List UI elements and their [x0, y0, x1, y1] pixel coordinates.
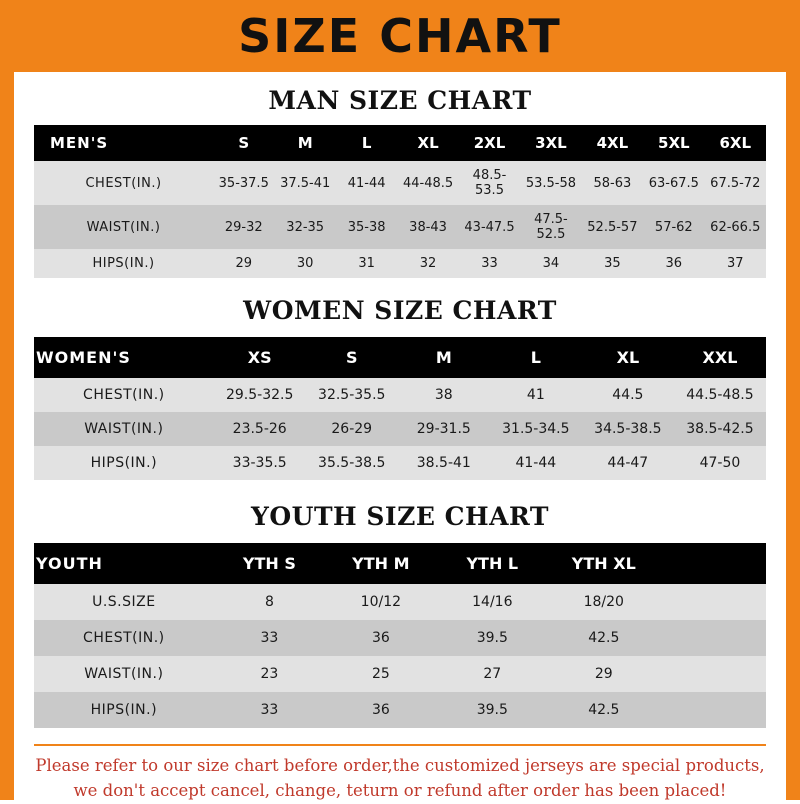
table-cell: 58-63 [593, 175, 632, 191]
table-cell: 34 [542, 256, 560, 271]
youth-header-spacer [660, 543, 766, 584]
women-table-head [34, 337, 766, 378]
man-header-cell: 3XL [535, 134, 567, 152]
table-row [34, 692, 766, 728]
women-header-cell: XL [616, 348, 640, 367]
table-cell: 33 [260, 702, 279, 718]
table-row [34, 249, 766, 278]
banner [0, 0, 800, 72]
youth-table-head [34, 543, 766, 584]
man-table-body [34, 161, 766, 278]
table-cell: 26-29 [331, 421, 373, 437]
row-label: WAIST(IN.) [84, 666, 164, 682]
table-header-row [34, 543, 766, 584]
table-cell: 29 [594, 666, 613, 682]
table-cell: 33 [481, 256, 498, 271]
man-header-cell: MEN'S [50, 134, 109, 152]
table-header-row [34, 125, 766, 161]
table-cell: 41 [526, 387, 545, 403]
youth-size-table [34, 543, 766, 728]
youth-header-cell: YTH XL [571, 554, 636, 573]
youth-header-cell: YTH L [466, 554, 519, 573]
table-cell: 36 [665, 256, 683, 271]
women-header-cell: M [435, 348, 452, 367]
table-cell: 30 [296, 256, 314, 271]
table-cell: 37 [726, 256, 744, 271]
table-row [34, 161, 766, 205]
row-label: HIPS(IN.) [92, 256, 155, 271]
women-size-table [34, 337, 766, 480]
table-cell: 37.5-41 [280, 175, 331, 191]
youth-header-cell: YOUTH [36, 554, 103, 573]
footer-line-1: Please refer to our size chart before order,the customized jerseys are special products, [35, 756, 765, 775]
table-cell: 32 [419, 256, 437, 271]
man-table-head [34, 125, 766, 161]
table-cell: 44.5-48.5 [686, 387, 754, 403]
women-section-title: WOMEN SIZE CHART [243, 296, 557, 325]
table-cell: 38-43 [409, 219, 447, 235]
table-cell: 48.5-53.5 [472, 168, 507, 198]
table-cell-spacer [660, 620, 766, 656]
table-cell: 39.5 [476, 702, 508, 718]
row-label: CHEST(IN.) [83, 630, 165, 646]
table-cell: 44.5 [612, 387, 644, 403]
table-cell: 32.5-35.5 [318, 387, 386, 403]
women-header-cell: XXL [702, 348, 738, 367]
women-header-cell: WOMEN'S [36, 348, 131, 367]
table-row [34, 446, 766, 480]
table-cell: 41-44 [347, 175, 386, 191]
table-cell: 38.5-41 [416, 455, 471, 471]
table-cell-spacer [660, 692, 766, 728]
table-cell: 27 [483, 666, 502, 682]
table-cell: 39.5 [476, 630, 508, 646]
table-cell: 33 [260, 630, 279, 646]
women-header-cell: L [530, 348, 541, 367]
footer-line-2: we don't accept cancel, change, teturn or refund after order has been placed! [73, 780, 727, 800]
table-cell: 29-31.5 [416, 421, 471, 437]
table-row [34, 656, 766, 692]
man-size-table [34, 125, 766, 278]
table-cell: 23 [260, 666, 279, 682]
table-cell: 47-50 [699, 455, 741, 471]
table-cell: 67.5-72 [710, 175, 761, 191]
table-cell: 62-66.5 [710, 219, 761, 235]
man-header-cell: 2XL [473, 134, 506, 152]
table-cell: 36 [371, 702, 390, 718]
table-row [34, 412, 766, 446]
table-cell: 42.5 [588, 630, 620, 646]
table-cell: 18/20 [583, 594, 624, 610]
table-cell: 23.5-26 [232, 421, 287, 437]
row-label: HIPS(IN.) [90, 455, 158, 471]
row-label: WAIST(IN.) [84, 421, 164, 437]
row-label: U.S.SIZE [92, 594, 156, 610]
man-section-title: MAN SIZE CHART [268, 86, 532, 115]
footer-note [34, 744, 766, 804]
youth-table-body [34, 584, 766, 728]
table-cell: 34.5-38.5 [594, 421, 662, 437]
table-cell: 35.5-38.5 [318, 455, 386, 471]
table-cell: 35-37.5 [218, 175, 269, 191]
table-cell: 36 [371, 630, 390, 646]
table-header-row [34, 337, 766, 378]
table-cell: 33-35.5 [232, 455, 287, 471]
man-header-cell: 4XL [596, 134, 629, 152]
table-cell: 25 [371, 666, 390, 682]
man-header-cell: XL [417, 134, 439, 152]
women-table-body [34, 378, 766, 480]
youth-header-cell: YTH M [352, 554, 410, 573]
table-cell: 52.5-57 [587, 219, 638, 235]
table-cell: 44-48.5 [402, 175, 454, 191]
table-row [34, 620, 766, 656]
table-cell: 47.5-52.5 [534, 212, 568, 242]
table-cell: 35-38 [347, 219, 386, 235]
table-cell: 42.5 [588, 702, 620, 718]
table-cell: 38.5-42.5 [686, 421, 754, 437]
man-header-cell: 6XL [719, 134, 752, 152]
table-cell: 35 [604, 256, 621, 271]
table-cell: 38 [434, 387, 453, 403]
man-header-cell: S [238, 134, 250, 152]
table-cell: 41-44 [515, 455, 557, 471]
row-label: CHEST(IN.) [83, 387, 165, 403]
table-cell: 29-32 [224, 219, 263, 235]
banner-title: SIZE CHART [238, 9, 562, 63]
row-label: HIPS(IN.) [90, 702, 158, 718]
row-label: CHEST(IN.) [85, 175, 162, 191]
youth-header-cell: YTH S [242, 554, 296, 573]
man-header-cell: L [361, 134, 372, 152]
table-cell-spacer [660, 656, 766, 692]
women-header-cell: XS [247, 348, 272, 367]
table-cell: 57-62 [654, 219, 693, 235]
table-cell: 10/12 [360, 594, 402, 610]
man-header-cell: M [297, 134, 313, 152]
table-cell: 63-67.5 [648, 175, 699, 191]
table-cell: 31 [358, 256, 375, 271]
table-cell: 29.5-32.5 [225, 387, 294, 403]
table-cell: 44-47 [607, 455, 649, 471]
table-cell: 14/16 [472, 594, 513, 610]
table-cell: 8 [264, 594, 274, 610]
youth-section-title: YOUTH SIZE CHART [251, 502, 549, 531]
table-cell-spacer [660, 584, 766, 620]
man-header-cell: 5XL [658, 134, 690, 152]
content [14, 86, 786, 804]
women-header-cell: S [345, 348, 358, 367]
row-label: WAIST(IN.) [86, 219, 161, 235]
table-cell: 29 [235, 256, 253, 271]
table-cell: 43-47.5 [464, 219, 515, 235]
table-cell: 53.5-58 [525, 175, 577, 191]
table-cell: 31.5-34.5 [502, 421, 570, 437]
table-cell: 32-35 [286, 219, 325, 235]
table-row [34, 378, 766, 412]
table-row [34, 584, 766, 620]
table-row [34, 205, 766, 249]
